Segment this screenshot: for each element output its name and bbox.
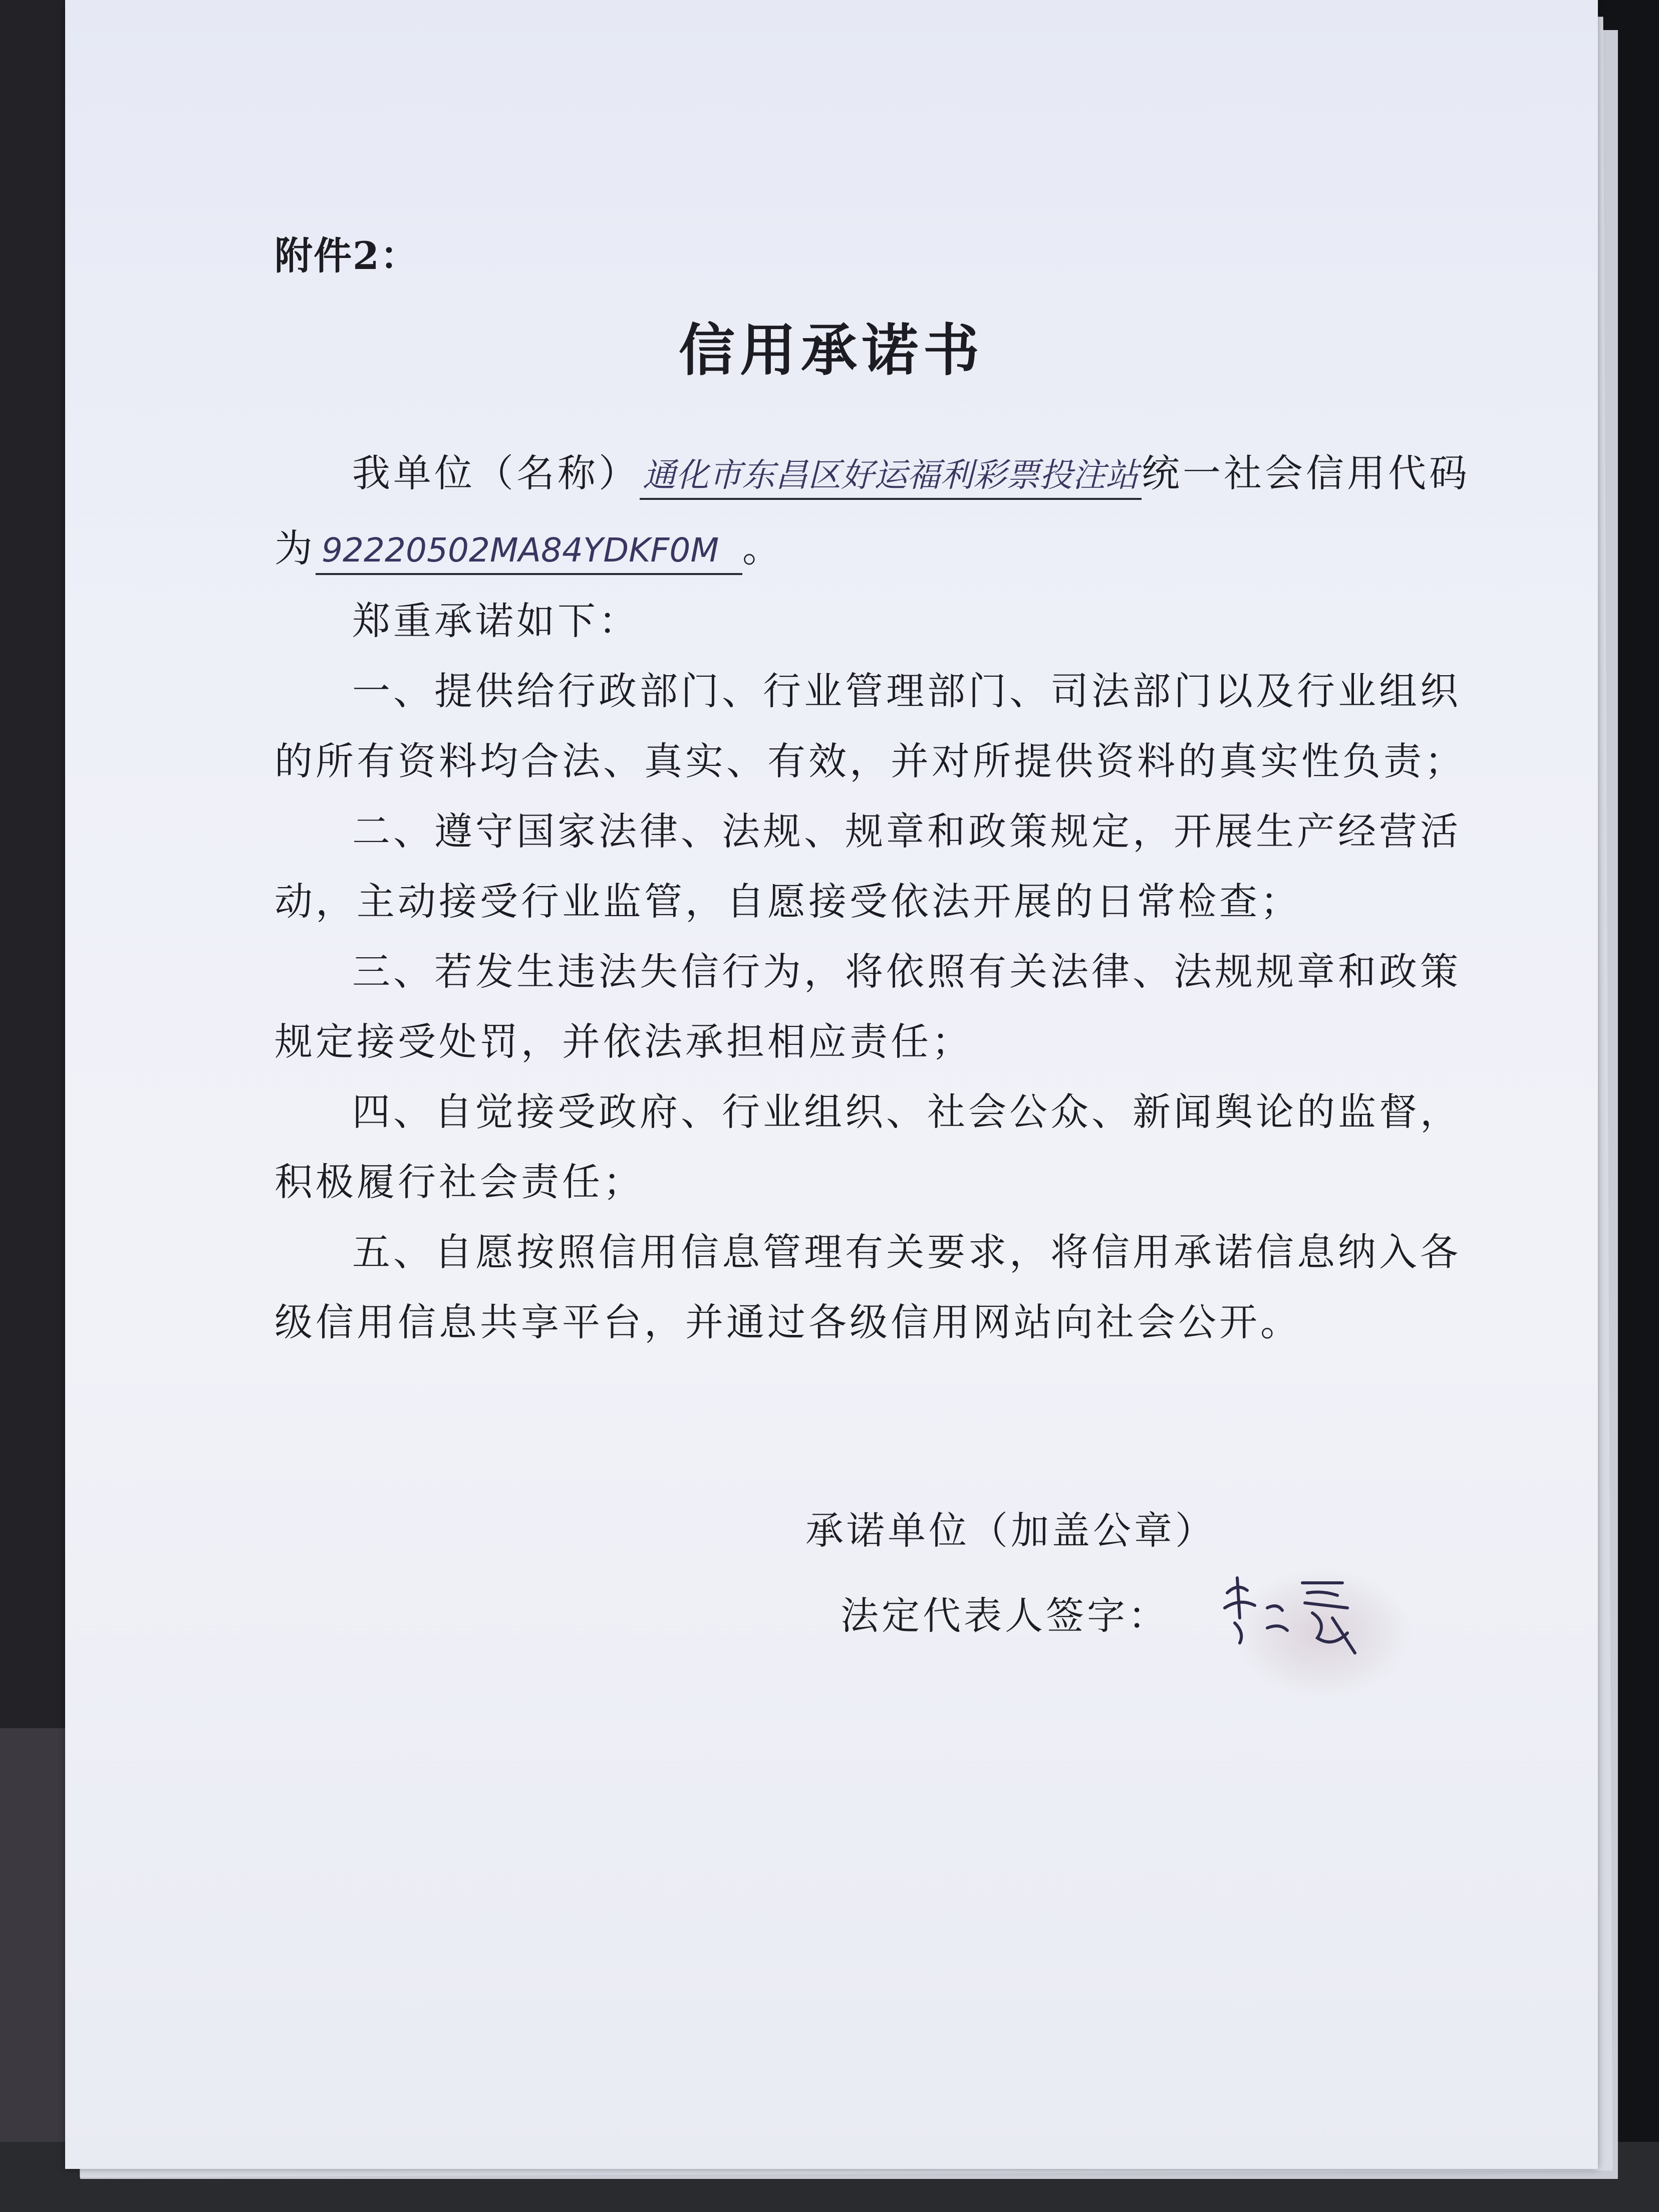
paragraph-line: 的所有资料均合法、真实、有效，并对所提供资料的真实性负责； [274, 739, 1466, 783]
paragraph-line: 级信用信息共享平台，并通过各级信用网站向社会公开。 [274, 1300, 1301, 1344]
handwritten-unit-name: 通化市东昌区好运福利彩票投注站 [640, 453, 1142, 500]
handwritten-signature [1217, 1563, 1367, 1663]
paragraph-line: 五、自愿按照信用信息管理有关要求，将信用承诺信息纳入各 [352, 1230, 1461, 1274]
paragraph-line: 一、提供给行政部门、行业管理部门、司法部门以及行业组织 [352, 669, 1461, 713]
intro-text-1: 我单位（名称） [352, 451, 640, 495]
document-title: 信用承诺书 [679, 318, 984, 383]
paragraph-line: 积极履行社会责任； [274, 1160, 644, 1204]
intro-line-2 [274, 523, 1467, 575]
handwritten-credit-code: 92220502MA84YDKF0M [316, 528, 742, 575]
paragraph-line: 四、自觉接受政府、行业组织、社会公众、新闻舆论的监督， [352, 1089, 1461, 1134]
pledge-heading: 郑重承诺如下： [352, 599, 640, 643]
pledging-unit-label: 承诺单位（加盖公章） [805, 1508, 1216, 1553]
paragraph-line: 二、遵守国家法律、法规、规章和政策规定，开展生产经营活 [352, 809, 1461, 854]
intro-line-1 [352, 448, 1470, 500]
paragraph-line: 三、若发生违法失信行为，将依照有关法律、法规规章和政策 [352, 949, 1461, 994]
intro-text-4: 。 [742, 526, 783, 571]
document-page [65, 0, 1598, 2169]
attachment-label: 附件2： [274, 233, 419, 278]
intro-text-2: 统一社会信用代码 [1142, 451, 1470, 495]
legal-rep-label: 法定代表人签字： [841, 1593, 1169, 1638]
paragraph-line: 动，主动接受行业监管，自愿接受依法开展的日常检查； [274, 879, 1301, 924]
paragraph-line: 规定接受处罚，并依法承担相应责任； [274, 1019, 973, 1064]
intro-text-3: 为 [274, 526, 316, 571]
